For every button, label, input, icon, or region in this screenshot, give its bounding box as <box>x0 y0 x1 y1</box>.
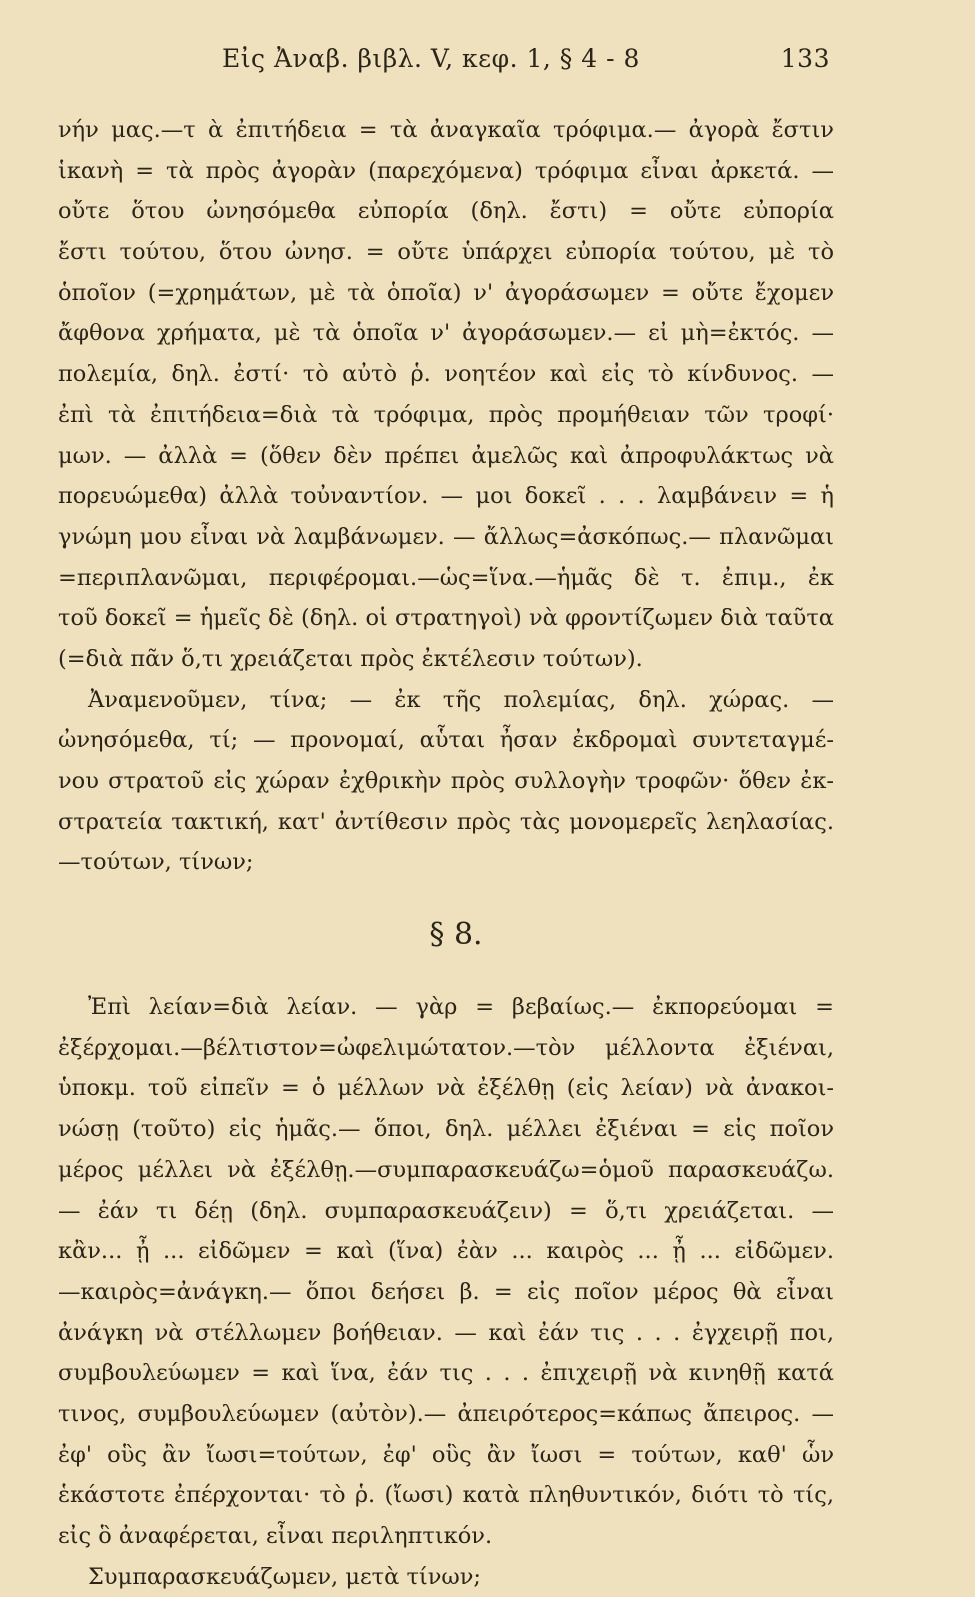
text-line: ἐφ' οὓς ἂν ἴωσι=τούτων, ἐφ' οὓς ἂν ἴωσι = τούτων, καθ' ὧν <box>58 1441 834 1468</box>
text-line: εἰς ὃ ἀναφέρεται, εἶναι περιληπτικόν. <box>58 1523 493 1549</box>
text-line: τινος, συμβουλεύωμεν (αὐτὸν).— ἀπειρότερος=κάπως ἄπειρος. — <box>58 1400 834 1427</box>
text-line: ἄφθονα χρήματα, μὲ τὰ ὁποῖα ν' ἀγοράσωμεν.— εἰ μὴ=ἐκτός. — <box>58 320 834 347</box>
text-line: Συμπαρασκευάζωμεν, μετὰ τίνων; <box>88 1563 481 1590</box>
text-line: μέρος μέλλει νὰ ἐξέλθῃ.—συμπαρασκευάζω=ὁμοῦ παρασκευάζω. <box>58 1156 834 1183</box>
text-line: ὑποκμ. τοῦ εἰπεῖν = ὁ μέλλων νὰ ἐξέλθῃ (εἰς λείαν) νὰ ἀνακοι- <box>58 1075 834 1102</box>
text-line: ἑκάστοτε ἐπέρχονται· τὸ ῥ. (ἴωσι) κατὰ πληθυντικόν, διότι τὸ τίς, <box>58 1482 834 1509</box>
text-line: ὁποῖον (=χρημάτων, μὲ τὰ ὁποῖα) ν' ἀγοράσωμεν = οὔτε ἔχομεν <box>58 279 834 306</box>
paragraph-2 <box>58 680 834 883</box>
text-line: ἱκανὴ = τὰ πρὸς ἀγορὰν (παρεχόμενα) τρόφιμα εἶναι ἀρκετά. — <box>58 157 834 184</box>
page-number: 133 <box>780 44 830 73</box>
text-line: ἔστι τούτου, ὅτου ὠνησ. = οὔτε ὑπάρχει εὐπορία τούτου, μὲ τὸ <box>58 239 834 266</box>
text-line: γνώμη μου εἶναι νὰ λαμβάνωμεν. — ἄλλως=ἀσκόπως.— πλανῶμαι <box>58 523 834 550</box>
page-header <box>60 44 830 80</box>
page-body <box>58 110 834 1597</box>
text-line: Ἀναμενοῦμεν, τίνα; — ἐκ τῆς πολεμίας, δηλ. χώρας. — <box>88 686 834 713</box>
text-line: ὠνησόμεθα, τί; — προνομαί, αὗται ἦσαν ἐκδρομαὶ συντεταγμέ- <box>58 727 834 754</box>
running-head: Εἰς Ἀναβ. βιβλ. V, κεφ. 1, § 4 - 8 <box>222 44 640 73</box>
text-line: —τούτων, τίνων; <box>58 849 254 876</box>
text-line: νήν μας.—τ ὰ ἐπιτήδεια = τὰ ἀναγκαῖα τρόφιμα.— ἀγορὰ ἔστιν <box>58 117 834 143</box>
paragraph-1 <box>58 110 834 680</box>
paragraph-3 <box>58 987 834 1557</box>
text-line: νώσῃ (τοῦτο) εἰς ἡμᾶς.— ὅποι, δηλ. μέλλει ἐξιέναι = εἰς ποῖον <box>58 1116 834 1143</box>
text-line: ἐπὶ τὰ ἐπιτήδεια=διὰ τὰ τρόφιμα, πρὸς προμήθειαν τῶν τροφί· <box>58 401 834 428</box>
section-heading <box>58 883 834 987</box>
text-line: Ἐπὶ λείαν=διὰ λείαν. — γὰρ = βεβαίως.— ἐκπορεύομαι = <box>88 994 834 1021</box>
text-line: στρατεία τακτική, κατ' ἀντίθεσιν πρὸς τὰς μονομερεῖς λεηλασίας. <box>58 808 834 835</box>
text-line: νου στρατοῦ εἰς χώραν ἐχθρικὴν πρὸς συλλογὴν τροφῶν· ὅθεν ἐκ- <box>58 768 834 794</box>
text-line: =περιπλανῶμαι, περιφέρομαι.—ὡς=ἵνα.—ἡμᾶς δὲ τ. ἐπιμ., ἐκ <box>58 564 834 591</box>
text-line: συμβουλεύωμεν = καὶ ἵνα, ἐάν τις . . . ἐπιχειρῇ νὰ κινηθῇ κατά <box>58 1360 834 1387</box>
text-line: ἀνάγκη νὰ στέλλωμεν βοήθειαν. — καὶ ἐάν τις . . . ἐγχειρῇ ποι, <box>58 1319 834 1346</box>
text-line: μων. — ἀλλὰ = (ὅθεν δὲν πρέπει ἀμελῶς καὶ ἀπροφυλάκτως νὰ <box>58 442 834 469</box>
text-line: πολεμία, δηλ. ἐστί· τὸ αὐτὸ ῥ. νοητέον καὶ εἰς τὸ κίνδυνος. — <box>58 361 834 388</box>
text-line: —καιρὸς=ἀνάγκη.— ὅποι δεήσει β. = εἰς ποῖον μέρος θὰ εἶναι <box>58 1278 834 1305</box>
text-line: οὔτε ὅτου ὠνησόμεθα εὐπορία (δηλ. ἔστι) = οὔτε εὐπορία <box>58 198 834 225</box>
text-line: — ἐάν τι δέῃ (δηλ. συμπαρασκευάζειν) = ὅ,τι χρειάζεται. — <box>58 1197 834 1224</box>
text-line: ἐξέρχομαι.—βέλτιστον=ὠφελιμώτατον.—τὸν μέλλοντα ἐξιέναι, <box>58 1034 834 1061</box>
text-line: τοῦ δοκεῖ = ἡμεῖς δὲ (δηλ. οἱ στρατηγοὶ) νὰ φροντίζωμεν διὰ ταῦτα <box>58 605 834 632</box>
text-line: πορευώμεθα) ἀλλὰ τοὐναντίον. — μοι δοκεῖ . . . λαμβάνειν = ἡ <box>58 483 834 510</box>
section-heading-text: § 8. <box>429 917 483 953</box>
text-line: κἂν... ᾖ ... εἰδῶμεν = καὶ (ἵνα) ἐὰν ... καιρὸς ... ᾖ ... εἰδῶμεν. <box>58 1238 834 1265</box>
text-line: (=διὰ πᾶν ὅ,τι χρειάζεται πρὸς ἐκτέλεσιν τούτων). <box>58 645 643 672</box>
paragraph-4 <box>58 1557 834 1597</box>
